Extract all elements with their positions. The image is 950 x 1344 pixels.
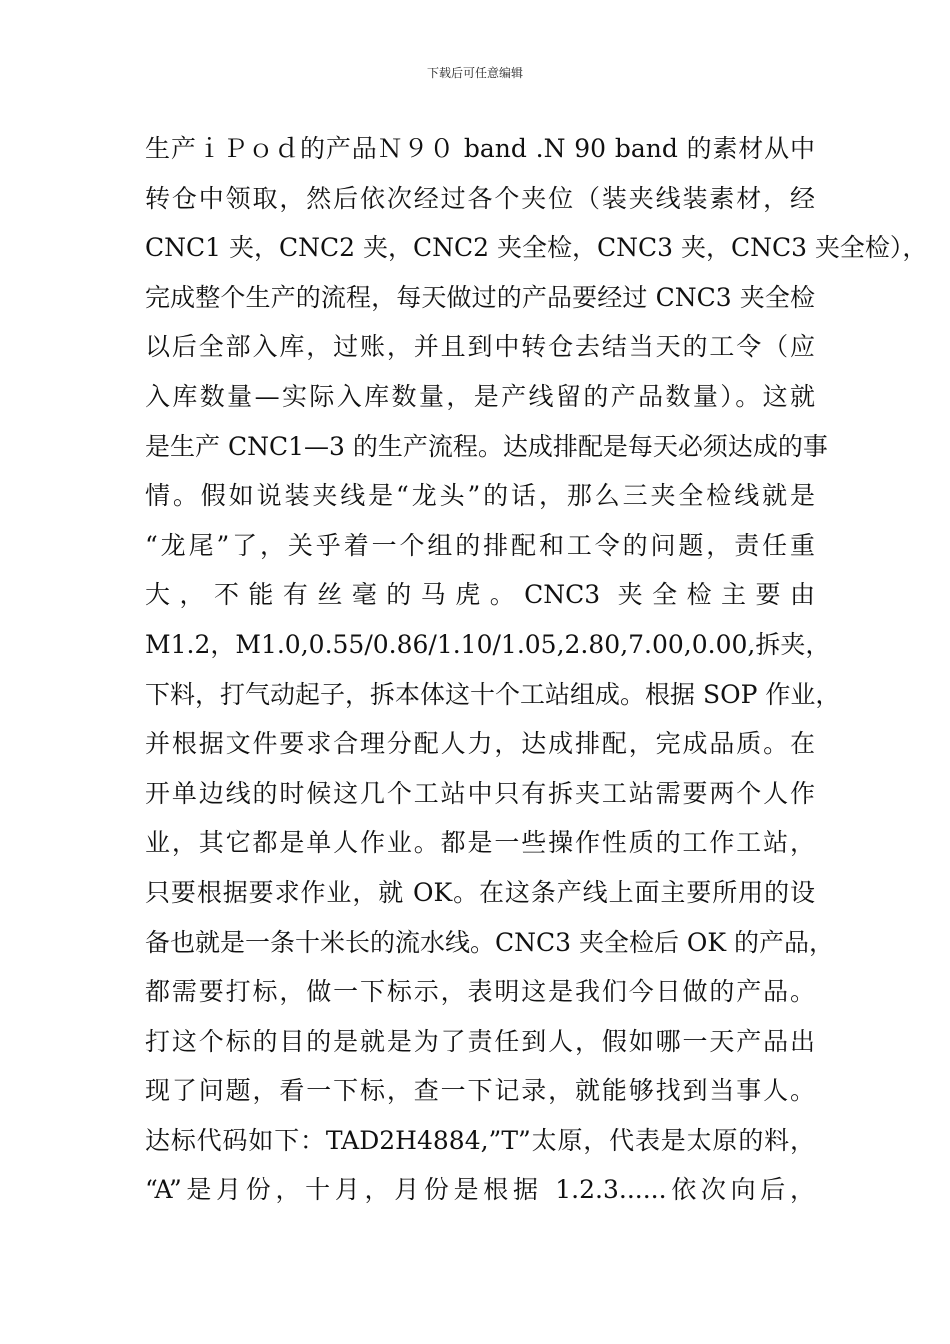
text-line: 达标代码如下：TAD2H4884,”T”太原，代表是太原的料，	[145, 1125, 815, 1155]
text-line: 入库数量—实际入库数量，是产线留的产品数量）。这就	[145, 381, 815, 411]
text-line: 开单边线的时候这几个工站中只有拆夹工站需要两个人作	[145, 778, 815, 808]
text-line: 现了问题，看一下标，查一下记录，就能够找到当事人。	[145, 1076, 815, 1106]
text-line: 大，不能有丝毫的马虎。CNC3 夹全检主要由	[145, 580, 815, 610]
text-line: “A”是月份，十月，月份是根据 1.2.3......依次向后，	[145, 1175, 815, 1205]
text-line: 打这个标的目的是就是为了责任到人，假如哪一天产品出	[145, 1026, 815, 1056]
text-line: 都需要打标，做一下标示，表明这是我们今日做的产品。	[145, 977, 815, 1007]
text-line: M1.2，M1.0,0.55/0.86/1.10/1.05,2.80,7.00,0.00,拆夹，	[145, 629, 831, 659]
text-line: 生产ｉＰｏｄ的产品Ｎ９０ band .N 90 band 的素材从中	[145, 134, 815, 163]
text-line: “龙尾”了，关乎着一个组的排配和工令的问题，责任重	[145, 530, 815, 560]
text-line: 下料，打气动起子，拆本体这十个工站组成。根据 SOP 作业，	[145, 679, 841, 709]
text-line: 完成整个生产的流程，每天做过的产品要经过 CNC3 夹全检	[145, 282, 815, 312]
page-header: 下载后可任意编辑	[426, 66, 523, 80]
text-line: 转仓中领取，然后依次经过各个夹位（装夹线装素材，经	[145, 183, 815, 213]
body-text	[145, 129, 928, 1220]
text-line: 以后全部入库，过账，并且到中转仓去结当天的工令（应	[145, 332, 815, 362]
text-line: 并根据文件要求合理分配人力，达成排配，完成品质。在	[145, 729, 815, 759]
text-line: 是生产 CNC1—3 的生产流程。达成排配是每天必须达成的事	[145, 431, 828, 461]
text-line: 备也就是一条十米长的流水线。CNC3 夹全检后 OK 的产品，	[145, 927, 835, 957]
text-line: 只要根据要求作业，就 OK。在这条产线上面主要所用的设	[145, 877, 815, 907]
text-line: 业，其它都是单人作业。都是一些操作性质的工作工站，	[145, 828, 815, 858]
text-line: CNC1 夹，CNC2 夹，CNC2 夹全检，CNC3 夹，CNC3 夹全检），	[145, 233, 928, 263]
text-line: 情。假如说装夹线是“龙头”的话，那么三夹全检线就是	[145, 481, 815, 511]
